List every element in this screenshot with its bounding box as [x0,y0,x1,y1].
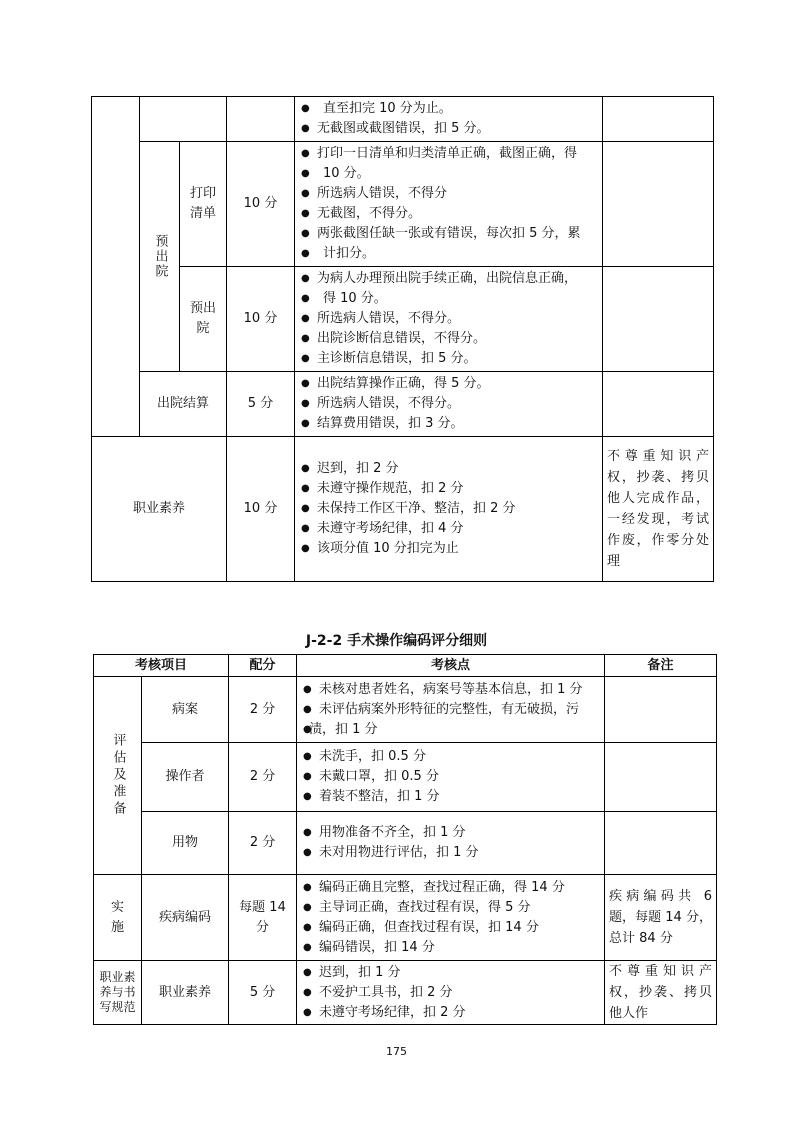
table-header-row [94,655,717,677]
remark-cell: 疾病编码共 6 题，每题 14 分，总计 84 分 [605,875,717,961]
header-item: 考核项目 [94,655,229,677]
list-item: ● 出院结算操作正确，得 5 分。 [301,374,598,394]
page-number: 175 [386,1045,407,1058]
list-item: ● 所选病人错误，不得分。 [301,309,598,329]
list-item: ● 该项分值 10 分扣完为止 [301,539,598,559]
list-item-continued: ● 渍，扣 1 分 [303,720,600,740]
item-name: 用物 [142,812,229,875]
scoring-table-continued [91,96,714,582]
score-cell: 每题 14 分 [239,899,286,935]
item-name: 职业素养 [142,961,229,1025]
group-label: 评估及准备 [110,733,126,818]
header-score: 配分 [229,655,297,677]
score-cell: 5 分 [229,961,297,1025]
table-row [94,677,717,743]
item-name: 打印清单 [190,186,217,221]
score-cell: 10 分 [227,267,295,372]
surgery-coding-scoring-table [93,654,717,1025]
item-name: 疾病编码 [142,875,229,961]
list-item: ● 无截图或截图错误，扣 5 分。 [301,119,598,139]
list-item: ● 所选病人错误，不得分。 [301,394,598,414]
list-item: ● 迟到，扣 2 分 [301,459,598,479]
item-name: 职业素养 [92,437,227,582]
list-item: ● 未核对患者姓名，病案号等基本信息，扣 1 分 [303,680,600,700]
list-item: ● 编码正确且完整，查找过程正确，得 14 分 [303,878,600,898]
score-cell: 10 分 [227,142,295,267]
item-name: 预出院 [190,301,217,336]
score-cell: 2 分 [229,743,297,812]
table-row [92,97,714,142]
list-item: ● 着装不整洁，扣 1 分 [303,787,600,807]
list-item: ● 用物准备不齐全，扣 1 分 [303,823,600,843]
list-item: ● 为病人办理预出院手续正确，出院信息正确， [301,269,598,289]
table-row [94,743,717,812]
list-item: ● 未遵守考场纪律，扣 2 分 [303,1003,600,1023]
list-item: ● 两张截图任缺一张或有错误，每次扣 5 分，累 [301,224,598,244]
list-item: ● 不爱护工具书，扣 2 分 [303,983,600,1003]
list-item: ● 未评估病案外形特征的完整性，有无破损，污 [303,700,600,720]
score-cell: 2 分 [229,812,297,875]
list-item: ● 直至扣完 10 分为止。 [301,99,598,119]
item-name: 出院结算 [140,372,227,437]
table-row [92,372,714,437]
list-item: ● 未对用物进行评估，扣 1 分 [303,843,600,863]
section-title: J-2-2 手术操作编码评分细则 [305,633,488,649]
list-item: ● 所选病人错误，不得分 [301,184,598,204]
list-item: ● 未保持工作区干净、整洁，扣 2 分 [301,499,598,519]
list-item: ● 无截图，不得分。 [301,204,598,224]
table-row [94,875,717,961]
score-cell: 10 分 [227,437,295,582]
table-row [92,267,714,372]
list-item: ● 未戴口罩，扣 0.5 分 [303,767,600,787]
table-row [92,437,714,582]
group-label: 实施 [110,899,124,935]
list-item: ● 迟到，扣 1 分 [303,963,600,983]
list-item: ● 未遵守考场纪律，扣 4 分 [301,519,598,539]
table-row [94,812,717,875]
list-item-continued: ● 10 分。 [301,164,598,184]
score-cell: 2 分 [229,677,297,743]
list-item: ● 打印一日清单和归类清单正确，截图正确，得 [301,144,598,164]
table-row [94,961,717,1025]
score-cell: 5 分 [227,372,295,437]
remark-cell: 不尊重知识产权，抄袭、拷贝他人完成作品，一经发现，考试作废，作零分处理 [603,437,714,582]
group-label: 职业素养与书写规范 [99,970,136,1014]
list-item: ● 主诊断信息错误，扣 5 分。 [301,349,598,369]
list-item: ● 未洗手，扣 0.5 分 [303,747,600,767]
table-row [92,142,714,267]
list-item: ● 未遵守操作规范，扣 2 分 [301,479,598,499]
header-note: 备注 [605,655,717,677]
remark-cell: 不尊重知识产权，抄袭、拷贝他人作 [605,961,717,1025]
list-item-continued: ● 计扣分。 [301,244,598,264]
list-item: ● 编码正确，但查找过程有误，扣 14 分 [303,918,600,938]
list-item: ● 编码错误，扣 14 分 [303,938,600,958]
group-label: 预出院 [152,234,168,279]
list-item-continued: ● 得 10 分。 [301,289,598,309]
list-item: ● 出院诊断信息错误，不得分。 [301,329,598,349]
header-point: 考核点 [297,655,605,677]
list-item: ● 结算费用错误，扣 3 分。 [301,414,598,434]
item-name: 病案 [142,677,229,743]
list-item: ● 主导词正确，查找过程有误，得 5 分 [303,898,600,918]
item-name: 操作者 [142,743,229,812]
